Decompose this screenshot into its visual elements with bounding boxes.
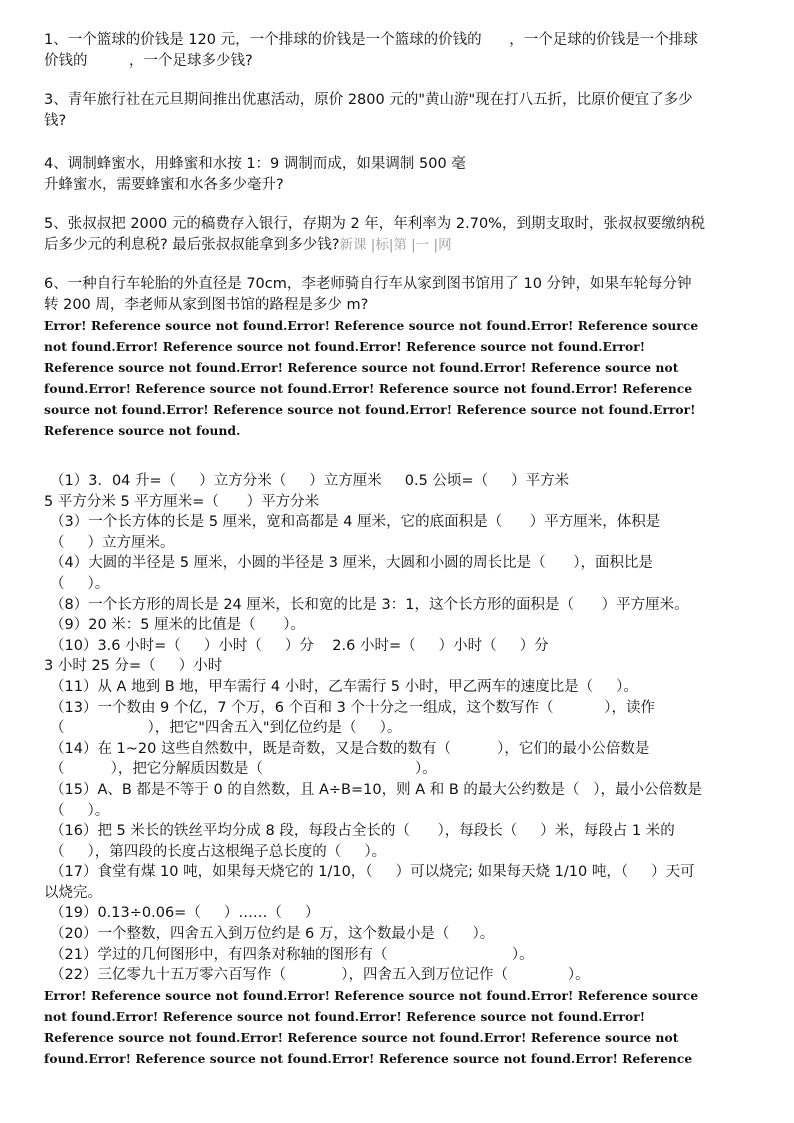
question-line: （8）一个长方形的周长是 24 厘米，长和宽的比是 3：1，这个长方形的面积是（ ）平方厘米。 (50, 596, 689, 613)
error-line: Error! Reference source not found.Error! Reference source not found.Error! Reference source (44, 319, 699, 333)
problem-5-line-1: 5、张叔叔把 2000 元的稿费存入银行，存期为 2 年，年利率为 2.70%，到期支取时，张叔叔要缴纳税 (44, 216, 705, 232)
error-line: Reference source not found.Error! Reference source not found.Error! Reference source not (44, 1030, 679, 1045)
question-line: 以烧完。 (44, 884, 102, 901)
question-line: （ ）立方厘米。 (50, 534, 175, 551)
question-line: 5 平方分米 5 平方厘米=（ ）平方分米 (44, 493, 320, 510)
question-line: （19）0.13÷0.06=（ ）……（ ） (50, 905, 320, 922)
question-line: （3）一个长方体的长是 5 厘米，宽和高都是 4 厘米，它的底面积是（ ）平方厘米，体积是 (50, 514, 661, 531)
problem-4-line-2: 升蜂蜜水，需要蜂蜜和水各多少毫升? (44, 177, 284, 193)
question-line: （ ），第四段的长度占这根绳子总长度的（ ）。 (50, 843, 387, 860)
question-line: （15）A、B 都是不等于 0 的自然数，且 A÷B=10，则 A 和 B 的最大公约数是（ ），最小公倍数是 (50, 781, 702, 798)
question-line: （20）一个整数，四舍五入到万位约是 6 万，这个数最小是（ ）。 (50, 926, 495, 943)
problem-4-line-1: 4、调制蜂蜜水，用蜂蜜和水按 1：9 调制而成，如果调制 500 毫 (44, 156, 466, 172)
word-problems (44, 30, 754, 316)
error-block-2 (44, 986, 754, 1070)
question-line: （1）3．04 升=（ ）立方分米（ ）立方厘米 0.5 公顷=（ ）平方米 (50, 473, 570, 489)
question-line: 3 小时 25 分=（ ）小时 (44, 658, 223, 675)
watermark-text: 新课 |标|第 |一 |网 (339, 237, 452, 253)
error-line: found.Error! Reference source not found.Error! Reference source not found.Error! Reference (44, 1051, 693, 1066)
error-line: Reference source not found. (44, 424, 241, 438)
question-line: （17）食堂有煤 10 吨，如果每天烧它的 1/10，（ ）可以烧完; 如果每天烧 1/10 吨，（ ）天可 (50, 864, 695, 881)
question-line: （4）大圆的半径是 5 厘米，小圆的半径是 3 厘米，大圆和小圆的周长比是（ ），面积比是 (50, 555, 654, 572)
question-line: （16）把 5 米长的铁丝平均分成 8 段，每段占全长的（ ），每段长（ ）米，每段占 1 米的 (50, 823, 675, 840)
problem-5-line-2 (44, 235, 754, 256)
question-line: （21）学过的几何图形中，有四条对称轴的图形有（ ）。 (50, 946, 534, 963)
problem-6-line-1: 6、一种自行车轮胎的外直径是 70cm，李老师骑自行车从家到图书馆用了 10 分钟，如果车轮每分钟 (44, 276, 692, 292)
error-line: Error! Reference source not found.Error! Reference source not found.Error! Reference source (44, 988, 699, 1003)
question-line: （14）在 1~20 这些自然数中，既是奇数，又是合数的数有（ ），它们的最小公倍数是 (50, 740, 650, 757)
problem-3-line-1: 3、青年旅行社在元旦期间推出优惠活动，原价 2800 元的"黄山游"现在打八五折，比原价便宜了多少 (44, 92, 693, 108)
document-page (44, 30, 754, 1070)
question-line: （ ），把它"四舍五入"到亿位约是（ ）。 (50, 720, 402, 737)
fill-in-questions (44, 471, 754, 986)
error-block-1 (44, 316, 754, 442)
error-line: not found.Error! Reference source not found.Error! Reference source not found.Error! (44, 340, 646, 354)
question-line: （ ）。 (50, 802, 110, 819)
question-line: （9）20 米：5 厘米的比值是（ ）。 (50, 617, 306, 634)
question-line: （22）三亿零九十五万零六百写作（ ），四舍五入到万位记作（ ）。 (50, 967, 590, 984)
error-line: Reference source not found.Error! Reference source not found.Error! Reference source not (44, 361, 679, 375)
question-line: （10）3.6 小时=（ ）小时（ ）分 2.6 小时=（ ）小时（ ）分 (50, 637, 549, 654)
question-line: （ ），把它分解质因数是（ ）。 (50, 761, 437, 778)
error-line: not found.Error! Reference source not found.Error! Reference source not found.Error! (44, 1009, 646, 1024)
problem-3-line-2: 钱? (44, 113, 67, 129)
error-line: source not found.Error! Reference source not found.Error! Reference source not found.Error! (44, 403, 696, 417)
problem-5-text: 后多少元的利息税? 最后张叔叔能拿到多少钱? (44, 237, 340, 253)
question-line: （13）一个数由 9 个亿，7 个万，6 个百和 3 个十分之一组成，这个数写作（ ），读作 (50, 699, 655, 716)
question-line: （11）从 A 地到 B 地，甲车需行 4 小时，乙车需行 5 小时，甲乙两车的速度比是（ ）。 (50, 678, 638, 695)
problem-1-line-1: 1、一个篮球的价钱是 120 元，一个排球的价钱是一个篮球的价钱的 ，一个足球的价钱是一个排球 (44, 32, 698, 48)
question-line: （ ）。 (50, 575, 110, 592)
problem-1-line-2: 价钱的 ，一个足球多少钱? (44, 53, 253, 69)
error-line: found.Error! Reference source not found.Error! Reference source not found.Error! Reference (44, 382, 693, 396)
problem-6-line-2: 转 200 周，李老师从家到图书馆的路程是多少 m? (44, 297, 369, 313)
